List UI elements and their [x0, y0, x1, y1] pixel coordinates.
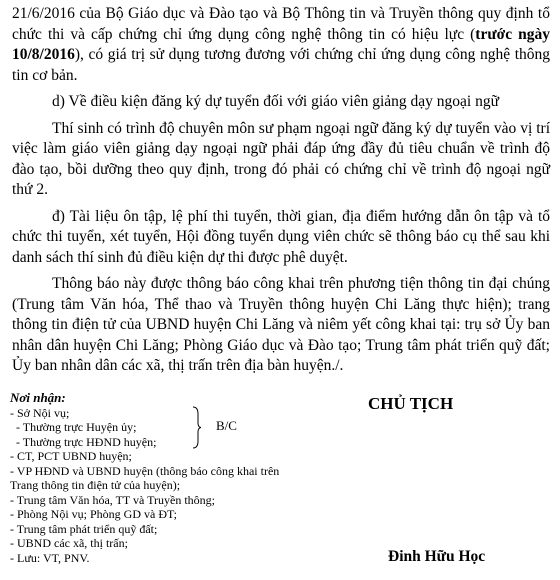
recipients-title: Nơi nhận:	[10, 390, 66, 405]
paragraph-foreign-language-heading: d) Về điều kiện đăng ký dự tuyển đối với giáo viên giảng dạy ngoại ngữ	[52, 93, 500, 110]
recipient-item: - Sở Nội vụ;	[10, 405, 70, 420]
recipient-item: - Trung tâm Văn hóa, TT và Truyền thông;	[10, 492, 216, 507]
recipient-item: - Phòng Nội vụ; Phòng GD và ĐT;	[10, 507, 178, 521]
recipients-brace-group	[10, 406, 300, 450]
recipient-item: - Trung tâm phát triển quỹ đất;	[10, 521, 158, 536]
recipient-item: - Thường trực Huyện ủy;	[16, 420, 137, 434]
recipient-item: - VP HĐND và UBND huyện (thông báo công khai trên Trang thông tin điện tử của huyện);	[10, 463, 280, 492]
paragraph-publication: Thông báo này được thông báo công khai trên phương tiện thông tin đại chúng (Trung tâm Văn hóa, Thể thao và Truyền thông huyện Chi Lăng thực hiện); trang thông tin điện tử của UBND huyện Chi Lăng và niêm yết công khai tại: trụ sở Ủy ban nhân dân huyện Chi Lăng; Phòng Giáo dục và Đào tạo; Trung tâm phát triển quỹ đất; Ủy ban nhân dân các xã, thị trấn trên địa bàn huyện./.	[12, 275, 550, 374]
signer-name: Đinh Hữu Học	[388, 548, 486, 565]
recipients-block	[10, 391, 300, 565]
recipient-item: - Thường trực HĐND huyện;	[16, 434, 157, 449]
paragraph-certificate-validity: 21/6/2016 của Bộ Giáo dục và Đào tạo và Bộ Thông tin và Truyền thông quy định tổ chức thi và cấp chứng chỉ ứng dụng công nghệ thông tin có hiệu lực (trước ngày 10/8/2016), có giá trị sử dụng tương đương với chứng chỉ ứng dụng công nghệ thông tin cơ bản.	[12, 5, 550, 84]
signer-title: CHỦ TỊCH	[368, 394, 454, 413]
document-body	[12, 4, 550, 377]
paragraph-foreign-language-requirement: Thí sinh có trình độ chuyên môn sư phạm ngoại ngữ đăng ký dự tuyển vào vị trí việc làm giáo viên giảng dạy ngoại ngữ phải đáp ứng đầy đủ tiêu chuẩn về trình độ đào tạo, bồi dưỡng theo quy định, trong đó phải có chứng chỉ về trình độ ngoại ngữ thứ 2.	[12, 119, 550, 198]
recipient-item: - CT, PCT UBND huyện;	[10, 449, 132, 463]
paragraph-exam-materials: đ) Tài liệu ôn tập, lệ phí thi tuyển, thời gian, địa điểm hướng dẫn ôn tập và tổ chức thi tuyển, xét tuyển, Hội đồng tuyển dụng viên chức sẽ thông báo cụ thể sau khi danh sách thí sinh đủ điều kiện dự thi được phê duyệt.	[12, 207, 550, 266]
recipient-item: - Lưu: VT, PNV.	[10, 550, 90, 565]
deadline-date: trước ngày 10/8/2016	[12, 25, 550, 63]
brace-label: B/C	[216, 417, 237, 433]
curly-brace-icon	[193, 406, 201, 449]
recipient-item: - UBND các xã, thị trấn;	[10, 536, 128, 550]
